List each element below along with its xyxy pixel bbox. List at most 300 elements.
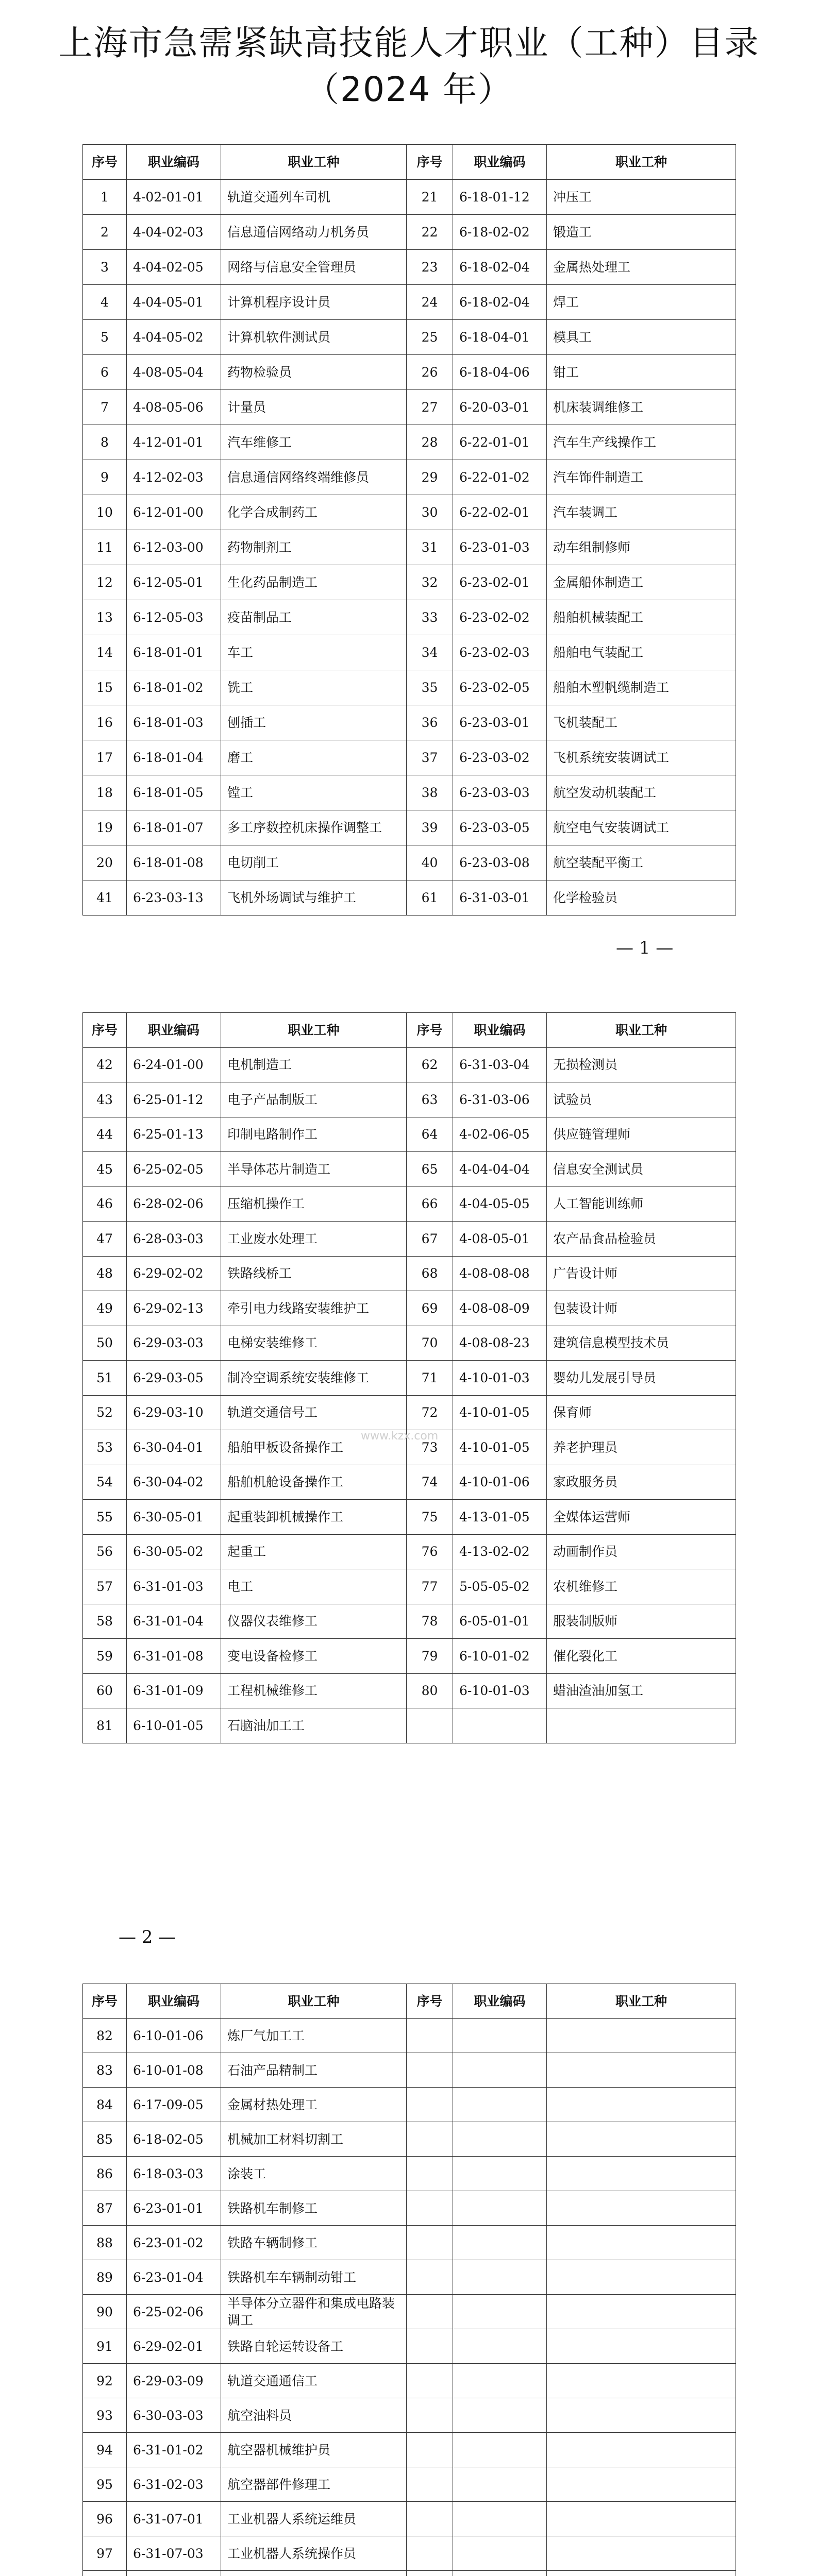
- seq-cell: 94: [83, 2433, 127, 2467]
- seq-cell: 93: [83, 2398, 127, 2433]
- code-cell: 4-10-01-03: [453, 1361, 547, 1396]
- code-cell: 6-18-01-12: [453, 180, 547, 215]
- seq-cell: 97: [83, 2536, 127, 2571]
- code-cell: [453, 2019, 547, 2053]
- code-cell: [453, 2364, 547, 2398]
- job-cell: 试验员: [547, 1082, 736, 1117]
- table-row: [83, 2571, 736, 2576]
- job-cell: 船舶电气装配工: [547, 635, 736, 670]
- seq-cell: [407, 2329, 453, 2364]
- code-cell: [453, 2329, 547, 2364]
- job-cell: 航空装配平衡工: [547, 845, 736, 880]
- job-cell: 药物制剂工: [221, 530, 407, 565]
- job-cell: 金属材热处理工: [221, 2088, 407, 2122]
- table-row: [83, 2364, 736, 2398]
- seq-cell: [407, 2295, 453, 2329]
- code-cell: 6-05-01-01: [453, 1604, 547, 1639]
- seq-cell: 70: [407, 1326, 453, 1361]
- job-cell: 催化裂化工: [547, 1639, 736, 1674]
- job-cell: 钳工: [547, 355, 736, 390]
- seq-cell: 95: [83, 2467, 127, 2502]
- job-cell: 船舶木塑帆缆制造工: [547, 670, 736, 705]
- seq-cell: 87: [83, 2191, 127, 2226]
- job-cell: 网络与信息安全管理员: [221, 250, 407, 285]
- seq-cell: 89: [83, 2260, 127, 2295]
- column-header: 序号: [83, 1984, 127, 2019]
- job-cell: 车工: [221, 635, 407, 670]
- seq-cell: [407, 2226, 453, 2260]
- job-cell: 压缩机操作工: [221, 1187, 407, 1222]
- column-header: 职业工种: [221, 1984, 407, 2019]
- page-subtitle-year: （2024 年）: [305, 70, 513, 109]
- job-cell: 锻造工: [547, 215, 736, 250]
- column-header: 职业工种: [547, 1984, 736, 2019]
- job-cell: 模具工: [547, 320, 736, 355]
- table-row: [83, 775, 736, 810]
- code-cell: 4-04-02-05: [127, 250, 221, 285]
- job-cell: [547, 2467, 736, 2502]
- code-cell: 6-22-01-01: [453, 425, 547, 460]
- code-cell: [453, 2088, 547, 2122]
- code-cell: 6-30-04-01: [127, 1430, 221, 1465]
- job-cell: 电工: [221, 1569, 407, 1604]
- table-row: [83, 635, 736, 670]
- table-row: [83, 2019, 736, 2053]
- code-cell: 6-30-05-02: [127, 1534, 221, 1569]
- seq-cell: [407, 1708, 453, 1743]
- seq-cell: 1: [83, 180, 127, 215]
- table-row: [83, 1639, 736, 1674]
- seq-cell: 22: [407, 215, 453, 250]
- seq-cell: [407, 2019, 453, 2053]
- seq-cell: 6: [83, 355, 127, 390]
- seq-cell: 39: [407, 810, 453, 845]
- job-cell: 人工智能训练师: [547, 1187, 736, 1222]
- job-cell: 计算机软件测试员: [221, 320, 407, 355]
- job-cell: 铁路机车车辆制动钳工: [221, 2260, 407, 2295]
- seq-cell: 45: [83, 1152, 127, 1187]
- code-cell: 4-04-04-04: [453, 1152, 547, 1187]
- code-cell: 6-29-02-02: [127, 1256, 221, 1291]
- catalog-table-page-2: [82, 1012, 736, 1743]
- seq-cell: 34: [407, 635, 453, 670]
- table-row: [83, 2088, 736, 2122]
- seq-cell: 17: [83, 740, 127, 775]
- seq-cell: 10: [83, 495, 127, 530]
- code-cell: 4-02-01-01: [127, 180, 221, 215]
- seq-cell: 49: [83, 1291, 127, 1326]
- page-number-2: — 2 —: [119, 1927, 176, 1947]
- seq-cell: 13: [83, 600, 127, 635]
- code-cell: 6-30-05-01: [127, 1500, 221, 1535]
- seq-cell: [407, 2157, 453, 2191]
- code-cell: [453, 2226, 547, 2260]
- seq-cell: 53: [83, 1430, 127, 1465]
- code-cell: [453, 2502, 547, 2536]
- job-cell: 生化药品制造工: [221, 565, 407, 600]
- seq-cell: 86: [83, 2157, 127, 2191]
- job-cell: 航空器部件修理工: [221, 2467, 407, 2502]
- job-cell: 航空电气安装调试工: [547, 810, 736, 845]
- code-cell: 6-18-04-06: [453, 355, 547, 390]
- job-cell: 多工序数控机床操作调整工: [221, 810, 407, 845]
- job-cell: 无损检测员: [547, 1047, 736, 1082]
- seq-cell: 65: [407, 1152, 453, 1187]
- job-cell: 保育师: [547, 1395, 736, 1430]
- code-cell: [453, 2536, 547, 2571]
- seq-cell: 26: [407, 355, 453, 390]
- seq-cell: 59: [83, 1639, 127, 1674]
- code-cell: 4-08-08-23: [453, 1326, 547, 1361]
- code-cell: 6-23-03-02: [453, 740, 547, 775]
- table-row: [83, 1152, 736, 1187]
- table-body: [83, 1047, 736, 1743]
- job-cell: 计算机程序设计员: [221, 285, 407, 320]
- code-cell: 6-18-04-01: [453, 320, 547, 355]
- code-cell: 4-02-06-05: [453, 1117, 547, 1152]
- job-cell: 电梯安装维修工: [221, 1326, 407, 1361]
- job-cell: [547, 2433, 736, 2467]
- job-cell: 半导体分立器件和集成电路装调工: [221, 2295, 407, 2329]
- job-cell: 农产品食品检验员: [547, 1222, 736, 1257]
- job-cell: 养老护理员: [547, 1430, 736, 1465]
- job-cell: 制冷空调系统安装维修工: [221, 1361, 407, 1396]
- seq-cell: 48: [83, 1256, 127, 1291]
- column-header: 职业工种: [221, 145, 407, 180]
- code-cell: 6-25-01-12: [127, 1082, 221, 1117]
- column-header: 序号: [83, 145, 127, 180]
- table-row: [83, 845, 736, 880]
- column-header: 职业工种: [221, 1013, 407, 1048]
- job-cell: 电子产品制版工: [221, 1082, 407, 1117]
- table-row: [83, 1047, 736, 1082]
- code-cell: 6-12-03-00: [127, 530, 221, 565]
- job-cell: 蜡油渣油加氢工: [547, 1673, 736, 1708]
- seq-cell: 57: [83, 1569, 127, 1604]
- code-cell: 6-20-03-01: [453, 390, 547, 425]
- seq-cell: 73: [407, 1430, 453, 1465]
- seq-cell: 44: [83, 1117, 127, 1152]
- code-cell: 6-23-01-02: [127, 2226, 221, 2260]
- job-cell: 铁路线桥工: [221, 1256, 407, 1291]
- seq-cell: 46: [83, 1187, 127, 1222]
- job-cell: 化学合成制药工: [221, 495, 407, 530]
- seq-cell: 38: [407, 775, 453, 810]
- seq-cell: 25: [407, 320, 453, 355]
- code-cell: 6-29-02-01: [127, 2329, 221, 2364]
- job-cell: [547, 2122, 736, 2157]
- code-cell: 4-04-05-01: [127, 285, 221, 320]
- seq-cell: 54: [83, 1465, 127, 1500]
- job-cell: 汽车维修工: [221, 425, 407, 460]
- code-cell: 6-22-02-01: [453, 495, 547, 530]
- job-cell: 汽车装调工: [547, 495, 736, 530]
- job-cell: [547, 1708, 736, 1743]
- table-row: [83, 1604, 736, 1639]
- code-cell: 4-08-05-01: [453, 1222, 547, 1257]
- code-cell: 6-31-01-04: [127, 1604, 221, 1639]
- table-header: [83, 1013, 736, 1048]
- job-cell: 轨道交通信号工: [221, 1395, 407, 1430]
- code-cell: 6-12-05-01: [127, 565, 221, 600]
- table-row: [83, 810, 736, 845]
- code-cell: 6-12-05-03: [127, 600, 221, 635]
- job-cell: 刨插工: [221, 705, 407, 740]
- job-cell: 铁路机车制修工: [221, 2191, 407, 2226]
- seq-cell: 14: [83, 635, 127, 670]
- job-cell: 供应链管理师: [547, 1117, 736, 1152]
- job-cell: 工业机器人系统运维员: [221, 2502, 407, 2536]
- seq-cell: 35: [407, 670, 453, 705]
- code-cell: 6-10-01-03: [453, 1673, 547, 1708]
- job-cell: 仪器仪表维修工: [221, 1604, 407, 1639]
- job-cell: [547, 2191, 736, 2226]
- code-cell: 6-31-07-01: [127, 2502, 221, 2536]
- job-cell: 冲压工: [547, 180, 736, 215]
- job-cell: 药物检验员: [221, 355, 407, 390]
- code-cell: 4-04-02-03: [127, 215, 221, 250]
- table-row: [83, 670, 736, 705]
- table-row: [83, 1222, 736, 1257]
- table-row: [83, 2226, 736, 2260]
- job-cell: [547, 2398, 736, 2433]
- code-cell: 4-13-01-05: [453, 1500, 547, 1535]
- column-header: 序号: [407, 145, 453, 180]
- job-cell: 信息通信网络动力机务员: [221, 215, 407, 250]
- job-cell: 包装设计师: [547, 1291, 736, 1326]
- code-cell: 4-08-08-09: [453, 1291, 547, 1326]
- job-cell: 动画制作员: [547, 1534, 736, 1569]
- seq-cell: 63: [407, 1082, 453, 1117]
- code-cell: 6-31-02-03: [127, 2467, 221, 2502]
- job-cell: 工程机械维修工: [221, 1673, 407, 1708]
- seq-cell: 71: [407, 1361, 453, 1396]
- code-cell: 4-12-02-03: [127, 460, 221, 495]
- seq-cell: 32: [407, 565, 453, 600]
- seq-cell: 69: [407, 1291, 453, 1326]
- job-cell: 船舶甲板设备操作工: [221, 1430, 407, 1465]
- job-cell: 铁路自轮运转设备工: [221, 2329, 407, 2364]
- job-cell: 航空油料员: [221, 2398, 407, 2433]
- code-cell: [453, 2157, 547, 2191]
- seq-cell: 11: [83, 530, 127, 565]
- seq-cell: 90: [83, 2295, 127, 2329]
- seq-cell: 68: [407, 1256, 453, 1291]
- code-cell: 6-31-01-03: [127, 1569, 221, 1604]
- job-cell: 飞机系统安装调试工: [547, 740, 736, 775]
- job-cell: 全媒体运营师: [547, 1500, 736, 1535]
- job-cell: 信息通信网络终端维修员: [221, 460, 407, 495]
- column-header: 序号: [83, 1013, 127, 1048]
- seq-cell: 5: [83, 320, 127, 355]
- seq-cell: [407, 2191, 453, 2226]
- seq-cell: 74: [407, 1465, 453, 1500]
- seq-cell: 79: [407, 1639, 453, 1674]
- code-cell: 6-31-01-09: [127, 1673, 221, 1708]
- seq-cell: 30: [407, 495, 453, 530]
- job-cell: 变电设备检修工: [221, 1639, 407, 1674]
- job-cell: 广告设计师: [547, 1256, 736, 1291]
- seq-cell: 51: [83, 1361, 127, 1396]
- job-cell: [547, 2226, 736, 2260]
- code-cell: 6-23-01-03: [453, 530, 547, 565]
- code-cell: 6-28-03-03: [127, 1222, 221, 1257]
- code-cell: 6-18-01-07: [127, 810, 221, 845]
- table-row: [83, 2502, 736, 2536]
- code-cell: [453, 2398, 547, 2433]
- code-cell: 6-23-02-01: [453, 565, 547, 600]
- job-cell: 动车组制修师: [547, 530, 736, 565]
- code-cell: 6-31-07-03: [127, 2536, 221, 2571]
- table-row: [83, 2053, 736, 2088]
- code-cell: 6-31-03-06: [453, 1082, 547, 1117]
- code-cell: 6-31-03-04: [453, 1047, 547, 1082]
- seq-cell: [407, 2536, 453, 2571]
- job-cell: 机床装调维修工: [547, 390, 736, 425]
- code-cell: [453, 2191, 547, 2226]
- table-row: [83, 2467, 736, 2502]
- seq-cell: 37: [407, 740, 453, 775]
- job-cell: 工业机器人系统操作员: [221, 2536, 407, 2571]
- seq-cell: 67: [407, 1222, 453, 1257]
- code-cell: 6-10-01-08: [127, 2053, 221, 2088]
- seq-cell: 9: [83, 460, 127, 495]
- table-row: [83, 1395, 736, 1430]
- job-cell: 轨道交通列车司机: [221, 180, 407, 215]
- code-cell: 6-18-01-05: [127, 775, 221, 810]
- seq-cell: 92: [83, 2364, 127, 2398]
- job-cell: 船舶机舱设备操作工: [221, 1465, 407, 1500]
- code-cell: 6-23-02-03: [453, 635, 547, 670]
- job-cell: 金属船体制造工: [547, 565, 736, 600]
- header-row: [83, 1984, 736, 2019]
- seq-cell: 2: [83, 215, 127, 250]
- table-row: [83, 320, 736, 355]
- job-cell: 家政服务员: [547, 1465, 736, 1500]
- table-row: [83, 180, 736, 215]
- table-row: [83, 1708, 736, 1743]
- table-row: [83, 1082, 736, 1117]
- seq-cell: 88: [83, 2226, 127, 2260]
- table-row: [83, 880, 736, 916]
- job-cell: 半导体芯片制造工: [221, 1152, 407, 1187]
- seq-cell: 40: [407, 845, 453, 880]
- seq-cell: [407, 2502, 453, 2536]
- job-cell: [221, 2571, 407, 2576]
- job-cell: 起重装卸机械操作工: [221, 1500, 407, 1535]
- seq-cell: 12: [83, 565, 127, 600]
- code-cell: 6-18-01-08: [127, 845, 221, 880]
- seq-cell: 47: [83, 1222, 127, 1257]
- job-cell: 飞机装配工: [547, 705, 736, 740]
- job-cell: 航空发动机装配工: [547, 775, 736, 810]
- code-cell: 6-10-01-02: [453, 1639, 547, 1674]
- code-cell: 6-18-01-01: [127, 635, 221, 670]
- seq-cell: 19: [83, 810, 127, 845]
- code-cell: 6-23-01-04: [127, 2260, 221, 2295]
- job-cell: 电切削工: [221, 845, 407, 880]
- seq-cell: [83, 2571, 127, 2576]
- column-header: 序号: [407, 1013, 453, 1048]
- seq-cell: 75: [407, 1500, 453, 1535]
- table-row: [83, 250, 736, 285]
- job-cell: 轨道交通通信工: [221, 2364, 407, 2398]
- code-cell: 6-29-03-05: [127, 1361, 221, 1396]
- table-row: [83, 495, 736, 530]
- seq-cell: 8: [83, 425, 127, 460]
- table-row: [83, 530, 736, 565]
- table-row: [83, 2536, 736, 2571]
- code-cell: 4-10-01-05: [453, 1395, 547, 1430]
- seq-cell: 84: [83, 2088, 127, 2122]
- column-header: 职业编码: [127, 145, 221, 180]
- table-row: [83, 390, 736, 425]
- job-cell: [547, 2536, 736, 2571]
- job-cell: 汽车饰件制造工: [547, 460, 736, 495]
- table-row: [83, 460, 736, 495]
- code-cell: 6-23-02-02: [453, 600, 547, 635]
- job-cell: 计量员: [221, 390, 407, 425]
- seq-cell: 21: [407, 180, 453, 215]
- seq-cell: 20: [83, 845, 127, 880]
- table-row: [83, 2122, 736, 2157]
- code-cell: 4-10-01-06: [453, 1465, 547, 1500]
- seq-cell: 29: [407, 460, 453, 495]
- code-cell: 4-04-05-02: [127, 320, 221, 355]
- job-cell: [547, 2329, 736, 2364]
- code-cell: 6-18-01-03: [127, 705, 221, 740]
- seq-cell: [407, 2467, 453, 2502]
- code-cell: 6-23-03-13: [127, 880, 221, 916]
- code-cell: [127, 2571, 221, 2576]
- seq-cell: 31: [407, 530, 453, 565]
- seq-cell: 66: [407, 1187, 453, 1222]
- code-cell: 6-30-03-03: [127, 2398, 221, 2433]
- job-cell: 建筑信息模型技术员: [547, 1326, 736, 1361]
- seq-cell: 81: [83, 1708, 127, 1743]
- catalog-table-page-3: [82, 1984, 736, 2576]
- code-cell: 4-08-05-06: [127, 390, 221, 425]
- job-cell: 化学检验员: [547, 880, 736, 916]
- code-cell: 4-04-05-05: [453, 1187, 547, 1222]
- code-cell: 6-23-03-01: [453, 705, 547, 740]
- job-cell: 机械加工材料切割工: [221, 2122, 407, 2157]
- code-cell: 6-31-03-01: [453, 880, 547, 916]
- page-title: 上海市急需紧缺高技能人才职业（工种）目录: [58, 23, 760, 63]
- column-header: 职业编码: [453, 1013, 547, 1048]
- code-cell: [453, 2260, 547, 2295]
- table-row: [83, 1256, 736, 1291]
- seq-cell: 60: [83, 1673, 127, 1708]
- code-cell: 6-25-01-13: [127, 1117, 221, 1152]
- seq-cell: 96: [83, 2502, 127, 2536]
- column-header: 职业编码: [453, 1984, 547, 2019]
- job-cell: [547, 2571, 736, 2576]
- seq-cell: 4: [83, 285, 127, 320]
- code-cell: 6-18-01-02: [127, 670, 221, 705]
- seq-cell: 56: [83, 1534, 127, 1569]
- table-row: [83, 2157, 736, 2191]
- column-header: 职业工种: [547, 1013, 736, 1048]
- seq-cell: 77: [407, 1569, 453, 1604]
- seq-cell: 36: [407, 705, 453, 740]
- seq-cell: 41: [83, 880, 127, 916]
- seq-cell: 28: [407, 425, 453, 460]
- table-row: [83, 1326, 736, 1361]
- table-row: [83, 2329, 736, 2364]
- job-cell: 石油产品精制工: [221, 2053, 407, 2088]
- job-cell: 航空器机械维护员: [221, 2433, 407, 2467]
